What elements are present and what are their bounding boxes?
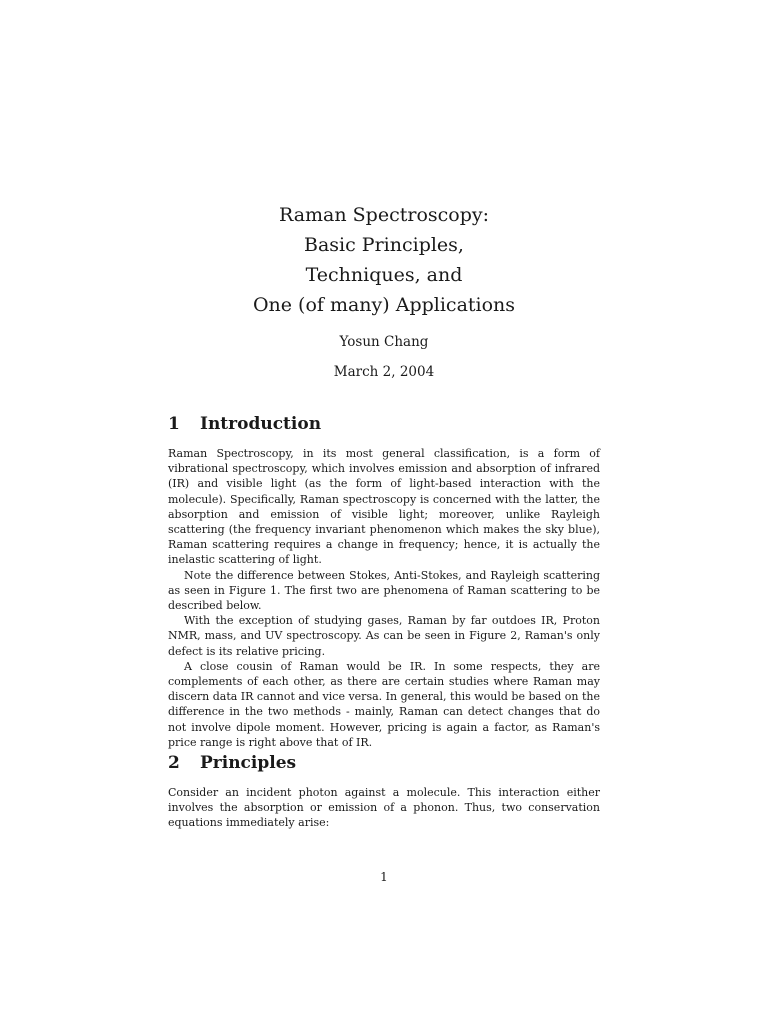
section-title: Principles — [200, 753, 297, 773]
author-name: Yosun Chang — [339, 334, 429, 350]
paragraph: With the exception of studying gases, Raman by far outdoes IR, Proton NMR, mass, and UV spectroscopy. As can be seen in Figure 2, Raman's only defect is its relative pricing. — [168, 614, 600, 658]
paragraph: Note the difference between Stokes, Anti-Stokes, and Rayleigh scattering as seen in Figure 1. The first two are phenomena of Raman scattering to be described below. — [168, 568, 600, 613]
paragraph: Consider an incident photon against a molecule. This interaction either involves the absorption or emission of a phonon. Thus, two conservation equations immediately arise: — [168, 786, 600, 830]
title-line-3: Techniques, and — [305, 264, 463, 286]
section-heading-introduction — [168, 412, 321, 436]
section-number: 1 — [168, 414, 180, 434]
document-date: March 2, 2004 — [333, 364, 435, 380]
section-heading-principles — [168, 751, 296, 775]
title-line-2: Basic Principles, — [304, 234, 464, 256]
section-body-introduction — [168, 446, 600, 750]
title-line-1: Raman Spectroscopy: — [278, 204, 490, 226]
section-title: Introduction — [200, 414, 322, 434]
section-body-principles — [168, 785, 600, 831]
paragraph: A close cousin of Raman would be IR. In some respects, they are complements of each other, as there are certain studies where Raman may discern data IR cannot and vice versa. In general, this would be based on the difference in the two methods - mainly, Raman can detect changes that do not involve dipole moment. However, pricing is again a factor, as Raman's price range is right above that of IR. — [168, 659, 600, 749]
title-line-4: One (of many) Applications — [252, 294, 516, 316]
section-number: 2 — [168, 753, 180, 773]
page-number: 1 — [380, 870, 388, 884]
paragraph: Raman Spectroscopy, in its most general classification, is a form of vibrational spectroscopy, which involves emission and absorption of infrared (IR) and visible light (as the form of light-based interaction with the molecule). Specifically, Raman spectroscopy is concerned with the latter, the absorption and emission of visible light; moreover, unlike Rayleigh scattering (the frequency invariant phenomenon which makes the sky blue), Raman scattering requires a change in frequency; hence, it is actually the inelastic scattering of light. — [168, 447, 600, 567]
document-title — [0, 200, 768, 320]
